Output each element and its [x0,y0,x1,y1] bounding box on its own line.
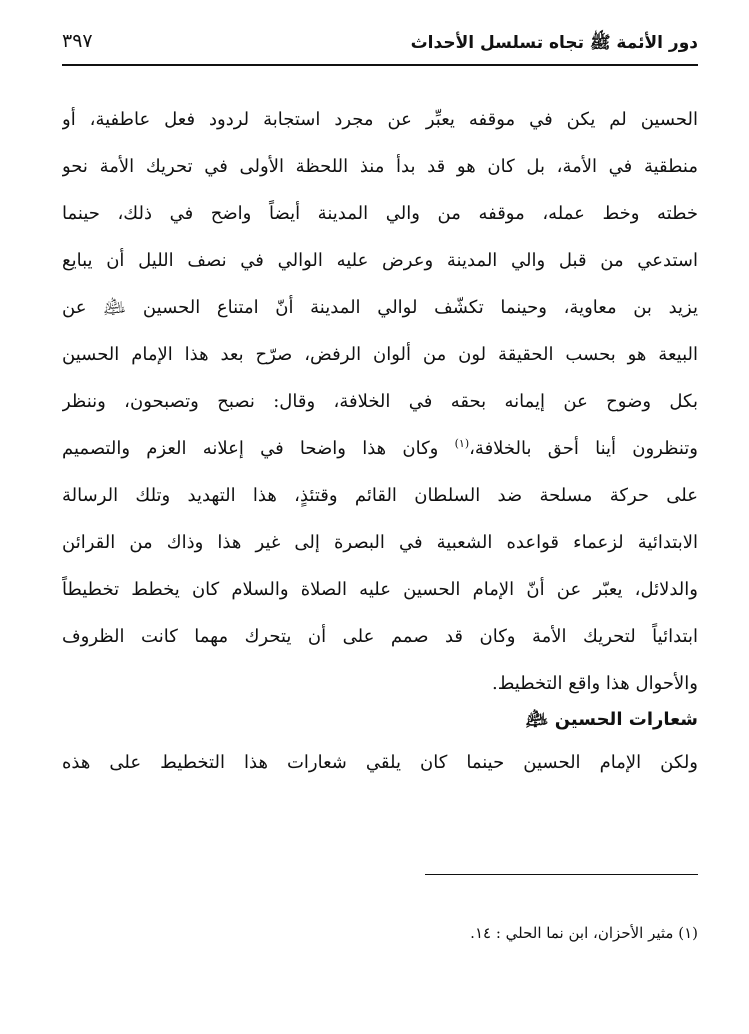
section-heading: شعارات الحسين ﵇ [525,709,698,730]
text-line: على حركة مسلحة ضد السلطان القائم وقتئذٍ، هذا التهديد وتلك الرسالة [62,485,698,506]
text-line: استدعي من قبل والي المدينة وعرض عليه الوالي في نصف الليل أن يبايع [62,250,698,271]
text-line: بكل وضوح عن إيمانه بحقه في الخلافة، وقال: نصبح وتصبحون، وننظر [62,391,698,412]
text-line: خطته وخط عمله، موقفه من والي المدينة أيضاً واضح في ذلك، حينما [62,203,698,224]
text-line: ابتدائياً لتحريك الأمة وكان قد صمم على أن يتحرك مهما كانت الظروف [62,626,698,647]
text-line: والدلائل، يعبّر عن أنّ الإمام الحسين عليه الصلاة والسلام كان يخطط تخطيطاً [62,579,698,600]
text-line: منطقية في الأمة، بل كان هو قد بدأ منذ اللحظة الأولى في تحريك الأمة نحو [62,156,698,177]
text-line-part: وتنظرون أينا أحق بالخلافة،$^{(١)}$ وكان هذا واضحا في إعلانه العزم والتصميم [62,437,698,459]
footnote-rule [425,874,698,875]
page-number: ٣٩٧ [62,30,93,52]
text-line: والأحوال هذا واقع التخطيط. [492,673,698,694]
body-text [62,96,698,786]
running-head: دور الأئمة ﷺ تجاه تسلسل الأحداث [410,33,698,53]
footnote-ref: (١) [454,437,470,450]
text-line: يزيد بن معاوية، وحينما تكشّف لوالي المدينة أنّ امتناع الحسين ﵇ عن [62,297,698,318]
text-line: ولكن الإمام الحسين حينما كان يلقي شعارات هذا التخطيط على هذه [62,752,698,773]
text-line: الابتدائية لزعماء قواعده الشعبية في البصرة إلى غير هذا وذاك من القرائن [62,532,698,553]
text-line: الحسين لم يكن في موقفه يعبِّر عن مجرد استجابة لردود فعل عاطفية، أو [62,109,698,130]
header-rule [62,64,698,66]
page-header [62,26,698,62]
text-line: البيعة هو بحسب الحقيقة لون من ألوان الرفض، صرّح بعد هذا الإمام الحسين [62,344,698,365]
text-line-with-note [62,425,698,472]
footnote: (١) مثير الأحزان، ابن نما الحلي : ١٤. [470,924,698,942]
